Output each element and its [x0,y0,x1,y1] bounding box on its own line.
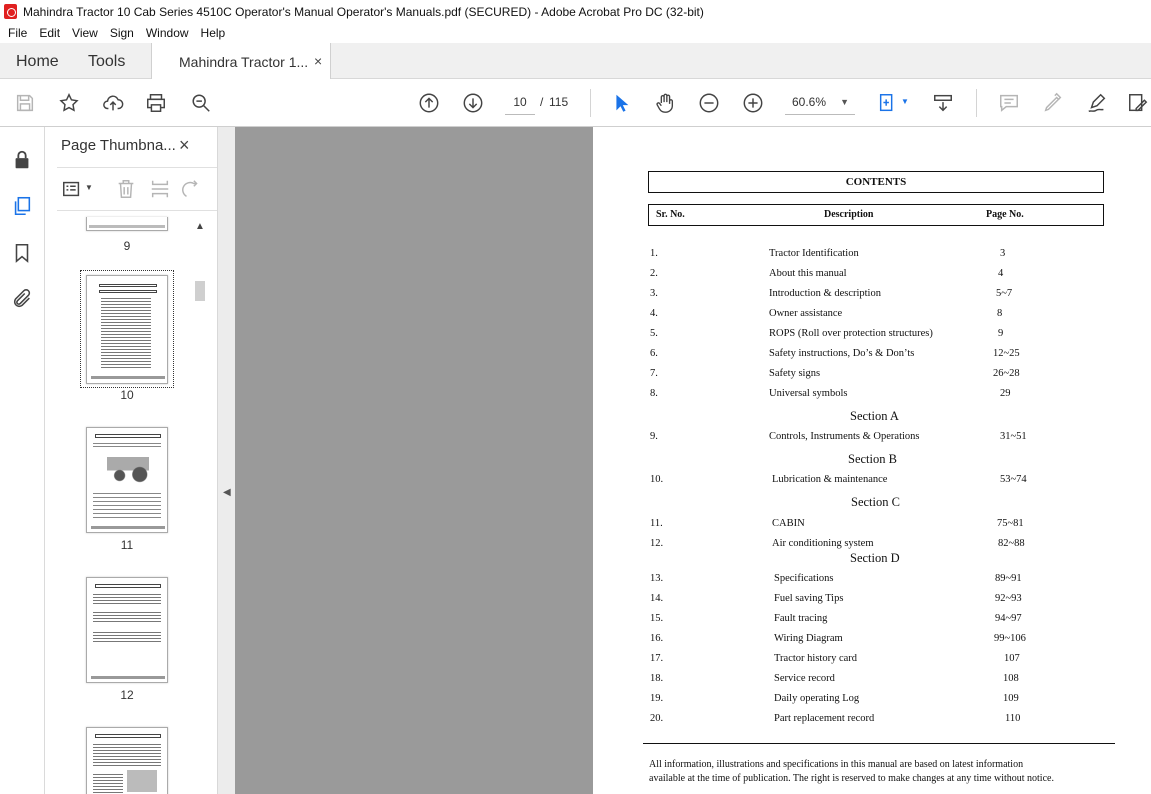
cloud-upload-icon[interactable] [101,91,125,115]
page-separator: / [540,95,544,109]
contents-row: 15. Fault tracing 94~97 [650,613,1022,624]
contents-row: 16. Wiring Diagram 99~106 [650,633,1026,644]
lock-icon[interactable] [11,149,35,173]
section-d-heading: Section D [850,551,900,565]
save-icon[interactable] [13,91,37,115]
footer-disclaimer [649,758,1119,786]
contents-row: 8. Universal symbols 29 [650,388,1011,399]
chevron-down-icon: ▼ [840,97,849,107]
menu-view[interactable]: View [72,26,98,40]
contents-row: 17. Tractor history card 107 [650,653,1020,664]
pdf-page [593,127,1151,794]
thumbnail-toolbar [57,167,217,211]
page-total: 115 [549,95,569,109]
print-icon[interactable] [144,91,168,115]
menu-window[interactable]: Window [145,26,189,40]
page-thumbnails-icon[interactable] [11,195,35,219]
chevron-down-icon[interactable]: ▼ [85,183,93,192]
thumbnail-options-icon[interactable] [61,178,83,200]
scroll-mode-icon[interactable] [931,91,955,115]
contents-row: 12. Air conditioning system 82~88 [650,538,1025,549]
previous-page-icon[interactable] [417,91,441,115]
thumbnail-page-11[interactable] [86,427,168,533]
contents-row: 5. ROPS (Roll over protection structures) 9 [650,328,1004,339]
title-bar [0,0,1151,23]
menu-help[interactable]: Help [200,26,226,40]
panel-splitter[interactable] [217,127,235,794]
tab-document[interactable] [151,43,331,79]
fit-page-icon[interactable] [876,91,900,115]
header-sr-no: Sr. No. [656,209,685,220]
footer-divider [643,743,1115,744]
tab-home[interactable]: Home [16,53,59,70]
menu-file[interactable]: File [8,26,28,40]
contents-row: 3. Introduction & description 5~7 [650,288,1013,299]
contents-heading: CONTENTS [648,171,1104,193]
zoom-in-icon[interactable] [741,91,765,115]
contents-row: 6. Safety instructions, Do’s & Don’ts 12~25 [650,348,1020,359]
thumbnail-scrollbar[interactable] [193,217,207,794]
contents-row: 10. Lubrication & maintenance 53~74 [650,474,1027,485]
rotate-page-icon[interactable] [181,178,203,200]
thumbnail-page-11-label: 11 [120,538,134,552]
panel-close-icon[interactable]: × [179,135,190,155]
section-b-heading: Section B [848,452,897,466]
extract-pages-icon[interactable] [149,178,171,200]
zoom-level-value: 60.6% [792,95,827,109]
menu-edit[interactable]: Edit [39,26,61,40]
contents-header-row [648,204,1104,226]
thumbnail-page-10[interactable] [86,275,168,384]
thumbnail-page-13[interactable] [86,727,168,794]
document-viewport[interactable] [235,127,1151,794]
edit-pdf-icon[interactable] [1126,91,1150,115]
collapse-panel-chevron-icon[interactable]: ◀ [223,487,231,498]
next-page-icon[interactable] [461,91,485,115]
contents-row: 14. Fuel saving Tips 92~93 [650,593,1022,604]
scrollbar-thumb[interactable] [195,281,205,301]
section-a-heading: Section A [850,409,899,423]
menu-sign[interactable]: Sign [109,26,134,40]
footer-line-1: All information, illustrations and specifications in this manual are based on latest information [649,759,1024,770]
sign-pen-icon[interactable] [1085,91,1109,115]
contents-row: 13. Specifications 89~91 [650,573,1022,584]
bookmark-star-icon[interactable] [57,91,81,115]
thumbnail-page-12-label: 12 [120,688,134,702]
select-cursor-icon[interactable] [609,91,633,115]
tab-tools[interactable]: Tools [88,53,126,70]
zoom-search-icon[interactable] [189,91,213,115]
page-number-input[interactable]: 10 [505,91,535,115]
thumbnail-page-9[interactable] [86,217,168,231]
thumbnail-page-10-label: 10 [120,388,134,402]
hand-tool-icon[interactable] [653,91,677,115]
contents-row: 19. Daily operating Log 109 [650,693,1019,704]
fit-page-chevron-icon[interactable]: ▼ [901,97,909,106]
attachments-paperclip-icon[interactable] [11,288,35,312]
zoom-out-icon[interactable] [697,91,721,115]
acrobat-logo-icon [4,4,17,19]
comment-icon[interactable] [997,91,1021,115]
scroll-up-chevron-icon[interactable]: ▲ [195,221,205,232]
contents-row: 9. Controls, Instruments & Operations 31~51 [650,431,1027,442]
section-c-heading: Section C [851,495,900,509]
toolbar-divider [590,89,591,117]
contents-row: 1. Tractor Identification 3 [650,248,1006,259]
tab-close-icon[interactable]: × [314,53,323,69]
footer-line-2: available at the time of publication. The right is reserved to make changes at any time without notice. [649,773,1054,784]
toolbar-divider [976,89,977,117]
contents-row: 7. Safety signs 26~28 [650,368,1020,379]
delete-page-icon[interactable] [115,178,137,200]
header-description: Description [824,209,874,220]
tab-bar [0,43,1151,79]
contents-row: 11. CABIN 75~81 [650,518,1024,529]
zoom-level-select[interactable] [785,91,855,115]
bookmarks-icon[interactable] [11,242,35,266]
contents-row: 18. Service record 108 [650,673,1019,684]
header-page-no: Page No. [986,209,1024,220]
thumbnail-page-9-label: 9 [123,239,131,253]
window-title: Mahindra Tractor 10 Cab Series 4510C Operator's Manual Operator's Manuals.pdf (SECURED) - Adobe Acrobat Pro DC (32-bit) [23,4,704,19]
panel-title: Page Thumbna... [61,137,176,154]
menu-bar [0,23,1151,43]
left-navigation-rail [0,127,45,794]
thumbnail-page-12[interactable] [86,577,168,683]
contents-row: 2. About this manual 4 [650,268,1004,279]
main-toolbar [0,79,1151,127]
contents-row: 4. Owner assistance 8 [650,308,1003,319]
contents-row: 20. Part replacement record 110 [650,713,1021,724]
highlight-pen-icon[interactable] [1041,91,1065,115]
tab-document-label: Mahindra Tractor 1... [179,54,309,70]
page-thumbnails-panel [45,127,217,794]
